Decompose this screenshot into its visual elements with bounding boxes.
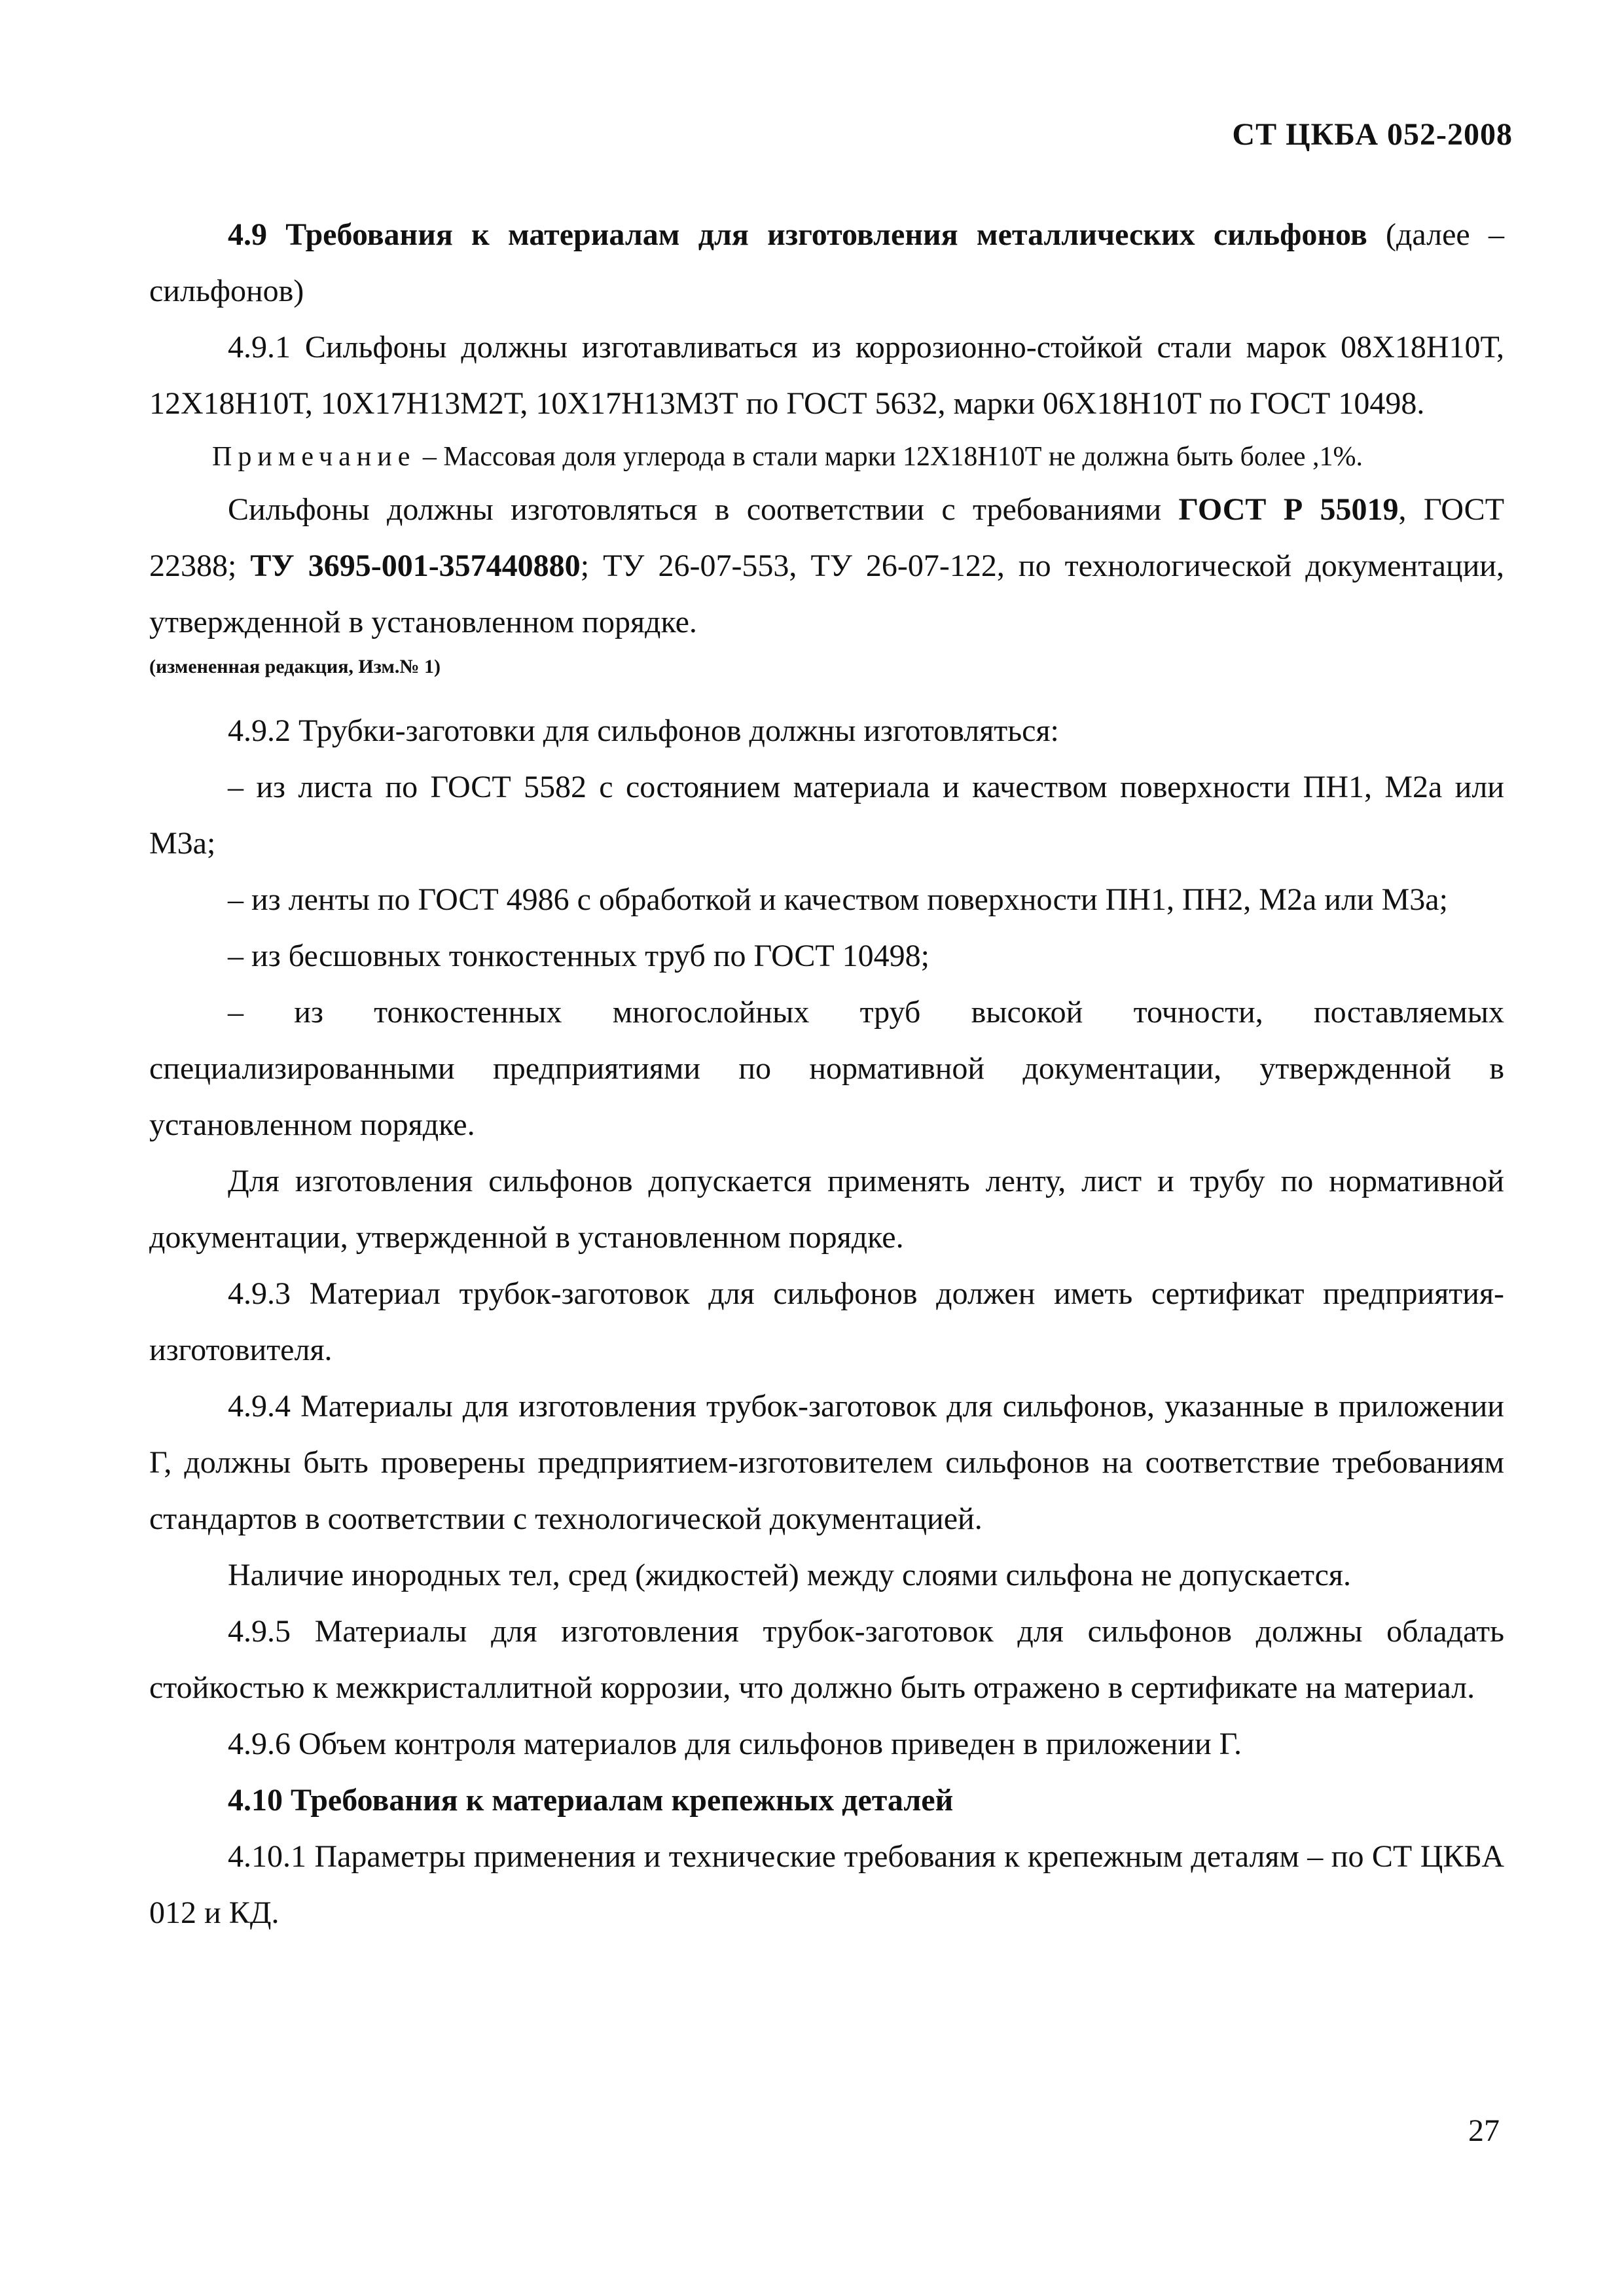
paragraph-4-9-6: 4.9.6 Объем контроля материалов для сильфонов приведен в приложении Г. [228,1727,1242,1761]
revision-note: (измененная редакция, Изм.№ 1) [149,656,441,677]
standards-text-d: ТУ 3695-001-357440880 [250,548,581,583]
note-text: – Массовая доля углерода в стали марки 12Х18Н10Т не должна быть более ,1%. [416,442,1363,472]
paragraph-4-10-1: 4.10.1 Параметры применения и технические требования к крепежным деталям – по СТ ЦКБА 012 и КД. [149,1839,1504,1930]
standards-text-b: ГОСТ Р 55019 [1178,492,1399,527]
paragraph-4-9-4-extra: Наличие инородных тел, сред (жидкостей) между слоями сильфона не допускается. [228,1558,1351,1592]
paragraph-4-9-5: 4.9.5 Материалы для изготовления трубок-заготовок для сильфонов должны обладать стойкостью к межкристаллитной коррозии, что должно быть отражено в сертификате на материал. [149,1614,1504,1705]
section-4-9-heading [149,207,1504,319]
paragraph-4-9-2-intro: 4.9.2 Трубки-заготовки для сильфонов должны изготовляться: [228,713,1059,748]
document-code: СТ ЦКБА 052-2008 [1232,117,1513,152]
paragraph-4-9-3: 4.9.3 Материал трубок-заготовок для сильфонов должен иметь сертификат предприятия-изготовителя. [149,1276,1504,1367]
list-item-strip: – из ленты по ГОСТ 4986 с обработкой и качеством поверхности ПН1, ПН2, М2а или М3а; [228,882,1448,917]
list-item-multilayer-tubes: – из тонкостенных многослойных труб высокой точности, поставляемых специализированными предприятиями по нормативной документации, утвержденной в установленном порядке. [149,995,1504,1142]
page-number: 27 [1468,2113,1500,2148]
paragraph-standards [149,482,1504,651]
paragraph-4-9-2-extra: Для изготовления сильфонов допускается применять ленту, лист и трубу по нормативной документации, утвержденной в установленном порядке. [149,1164,1504,1255]
standards-text-e: ; ТУ 26-07-553, ТУ 26-07-122, по технологической документации, утвержденной в установленном порядке. [149,548,1504,639]
list-item-seamless-tubes: – из бесшовных тонкостенных труб по ГОСТ 10498; [228,939,930,973]
standards-text-c: , ГОСТ 22388; [149,492,1505,583]
paragraph-4-9-1: 4.9.1 Сильфоны должны изготавливаться из коррозионно-стойкой стали марок 08Х18Н10Т, 12Х18Н10Т, 10Х17Н13М2Т, 10Х17Н13М3Т по ГОСТ 5632, марки 06Х18Н10Т по ГОСТ 10498. [149,330,1504,421]
note-label: Примечание [212,442,416,472]
section-4-10-title: 4.10 Требования к материалам крепежных деталей [228,1783,954,1818]
paragraph-4-9-4: 4.9.4 Материалы для изготовления трубок-заготовок для сильфонов, указанные в приложении Г, должны быть проверены предприятием-изготовителем сильфонов на соответствие требованиям стандартов в соответствии с технологической документацией. [149,1389,1504,1536]
section-4-9-title: 4.9 Требования к материалам для изготовления металлических сильфонов [228,217,1367,252]
section-4-9-title-suffix: (далее – сильфонов) [149,217,1504,308]
page-content [149,207,1504,1941]
list-item-sheet: – из листа по ГОСТ 5582 с состоянием материала и качеством поверхности ПН1, М2а или М3а; [149,770,1504,861]
note-paragraph [149,432,1504,482]
standards-text-a: Сильфоны должны изготовляться в соответствии с требованиями [228,492,1179,527]
